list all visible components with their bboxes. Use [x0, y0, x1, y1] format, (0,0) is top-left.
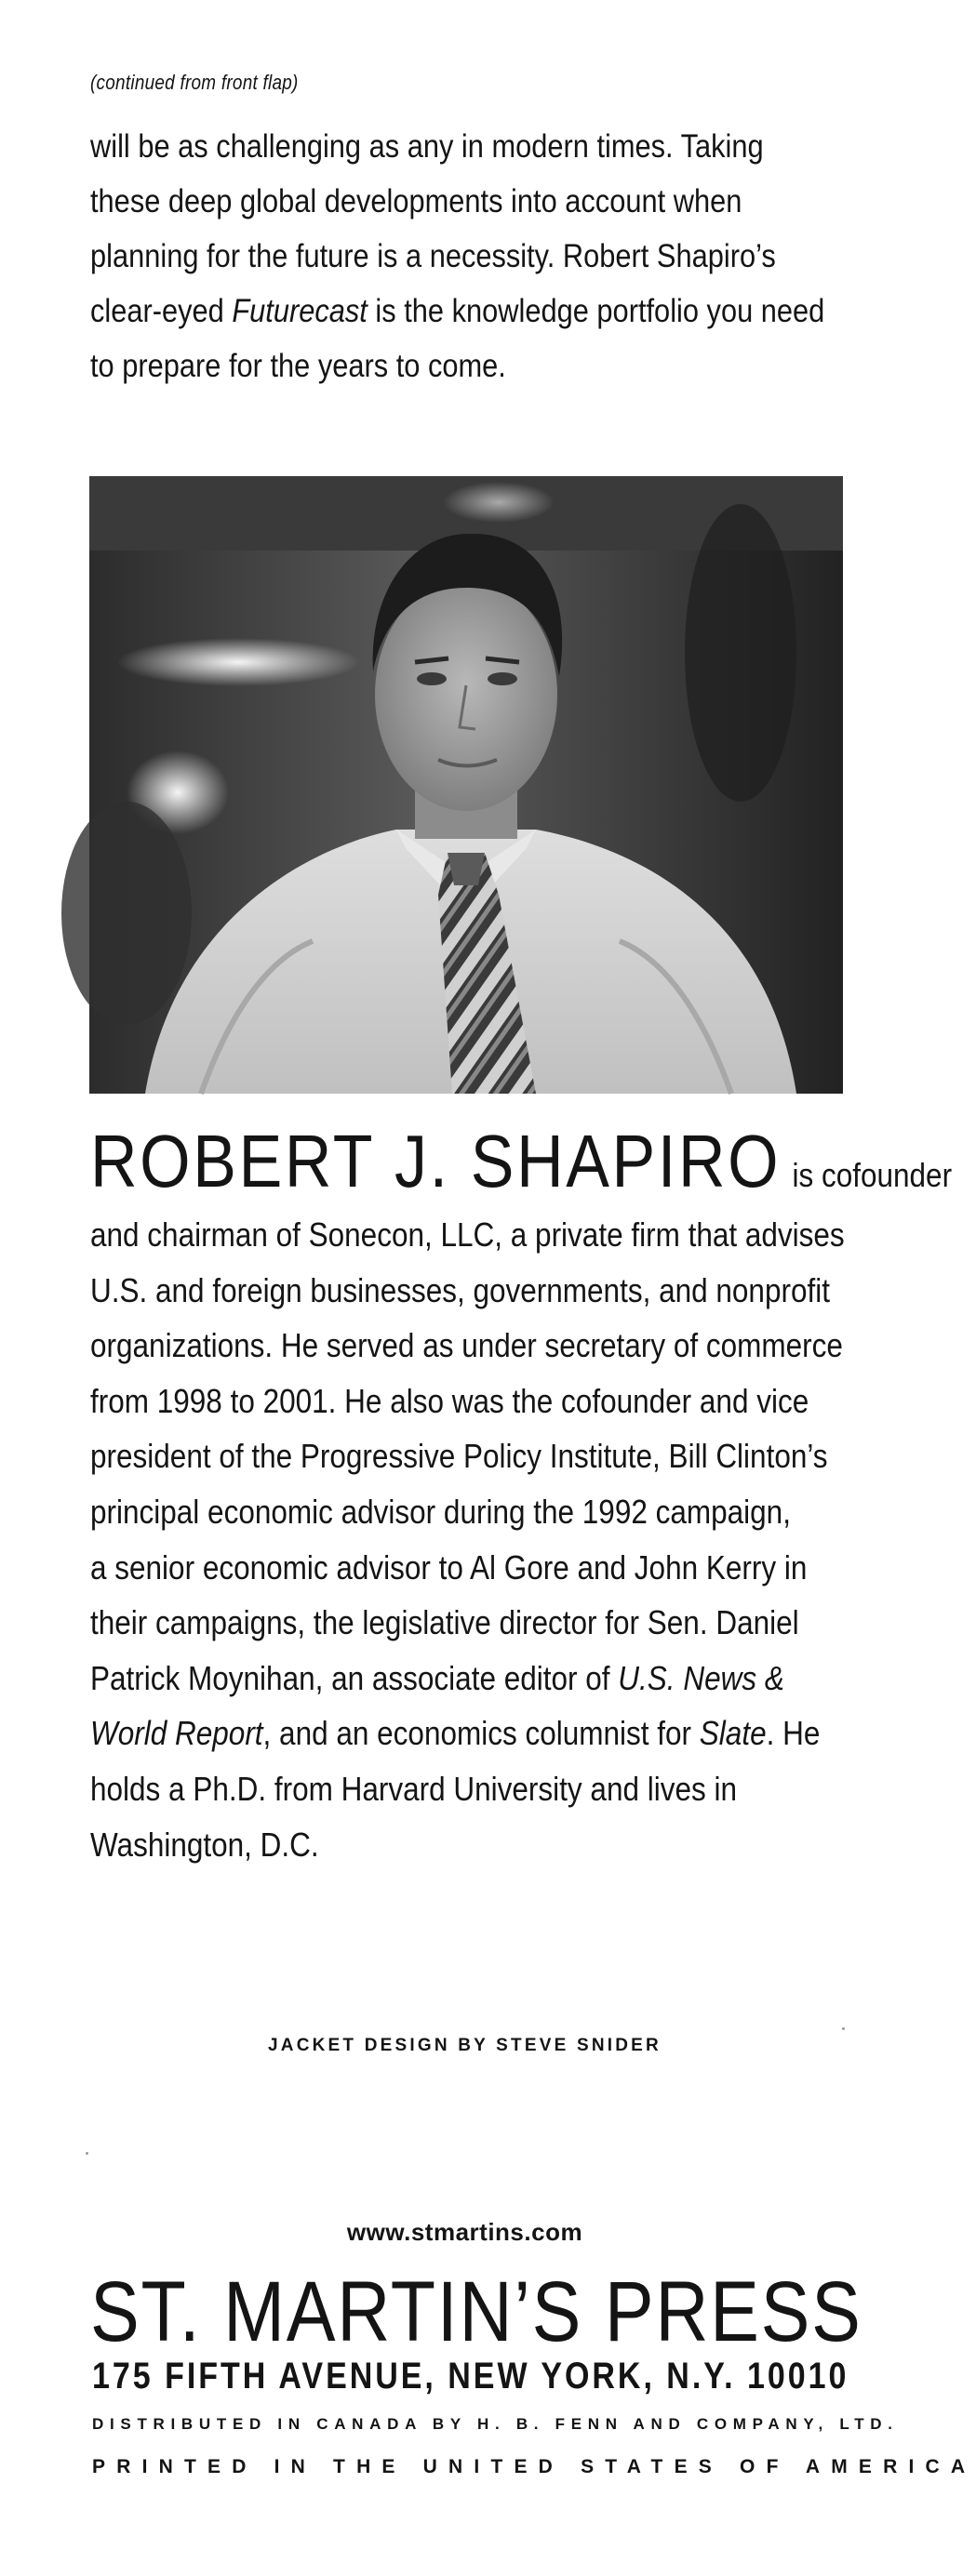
bio-line: organizations. He served as under secretary of commerce [90, 1326, 843, 1365]
bio-line-segment: Patrick Moynihan, an associate editor of [90, 1658, 619, 1697]
bio-line: Washington, D.C. [90, 1825, 319, 1864]
flap-line-segment: clear-eyed [90, 293, 233, 329]
printed-in-note: PRINTED IN THE UNITED STATES OF AMERICA [92, 2456, 976, 2477]
bio-line-segment: is cofounder [792, 1156, 953, 1194]
publication-title-italic: Slate [699, 1714, 767, 1753]
bio-line: from 1998 to 2001. He also was the cofounder and vice [90, 1381, 809, 1420]
jacket-design-credit: JACKET DESIGN BY STEVE SNIDER [268, 2036, 662, 2055]
print-speck [86, 2152, 88, 2155]
flap-line [90, 284, 844, 339]
publisher-address: 175 FIFTH AVENUE, NEW YORK, N.Y. 10010 [92, 2356, 849, 2397]
bio-line: principal economic advisor during the 1992 campaign, [90, 1492, 791, 1531]
book-title-italic: Futurecast [232, 293, 368, 329]
bio-body [90, 1207, 848, 1872]
author-name: ROBERT J. SHAPIRO [90, 1120, 782, 1202]
author-photo [89, 476, 843, 1094]
bio-line [90, 1706, 848, 1761]
publisher-name: ST. MARTIN’S PRESS [90, 2264, 862, 2359]
bio-line: and chairman of Sonecon, LLC, a private firm that advises [90, 1215, 845, 1254]
continued-note: (continued from front flap) [90, 71, 299, 94]
bio-line: a senior economic advisor to Al Gore and John Kerry in [90, 1547, 808, 1587]
bio-line-segment: . He [766, 1714, 821, 1753]
canada-distribution-note: DISTRIBUTED IN CANADA BY H. B. FENN AND COMPANY, LTD. [92, 2415, 899, 2433]
bio-line-segment: , and an economics columnist for [262, 1714, 700, 1753]
bio-line: U.S. and foreign businesses, governments, and nonprofit [90, 1270, 830, 1309]
bio-line: holds a Ph.D. from Harvard University and lives in [90, 1769, 738, 1808]
bio-line: their campaigns, the legislative director for Sen. Daniel [90, 1603, 799, 1642]
print-speck [842, 2027, 845, 2030]
flap-line: to prepare for the years to come. [90, 348, 506, 384]
bio-line [90, 1651, 848, 1706]
flap-line-segment: is the knowledge portfolio you need [367, 293, 825, 329]
flap-continuation-text [90, 119, 844, 393]
bio-line: president of the Progressive Policy Institute, Bill Clinton’s [90, 1437, 828, 1476]
publication-title-italic: World Report [90, 1714, 263, 1753]
bio-first-line [90, 1116, 953, 1207]
author-bio [90, 1116, 953, 1872]
flap-line: planning for the future is a necessity. Robert Shapiro’s [90, 238, 776, 274]
flap-line: these deep global developments into account when [90, 183, 742, 219]
flap-line: will be as challenging as any in modern times. Taking [90, 128, 764, 165]
publisher-website: www.stmartins.com [346, 2218, 583, 2246]
publication-title-italic: U.S. News & [618, 1658, 784, 1697]
